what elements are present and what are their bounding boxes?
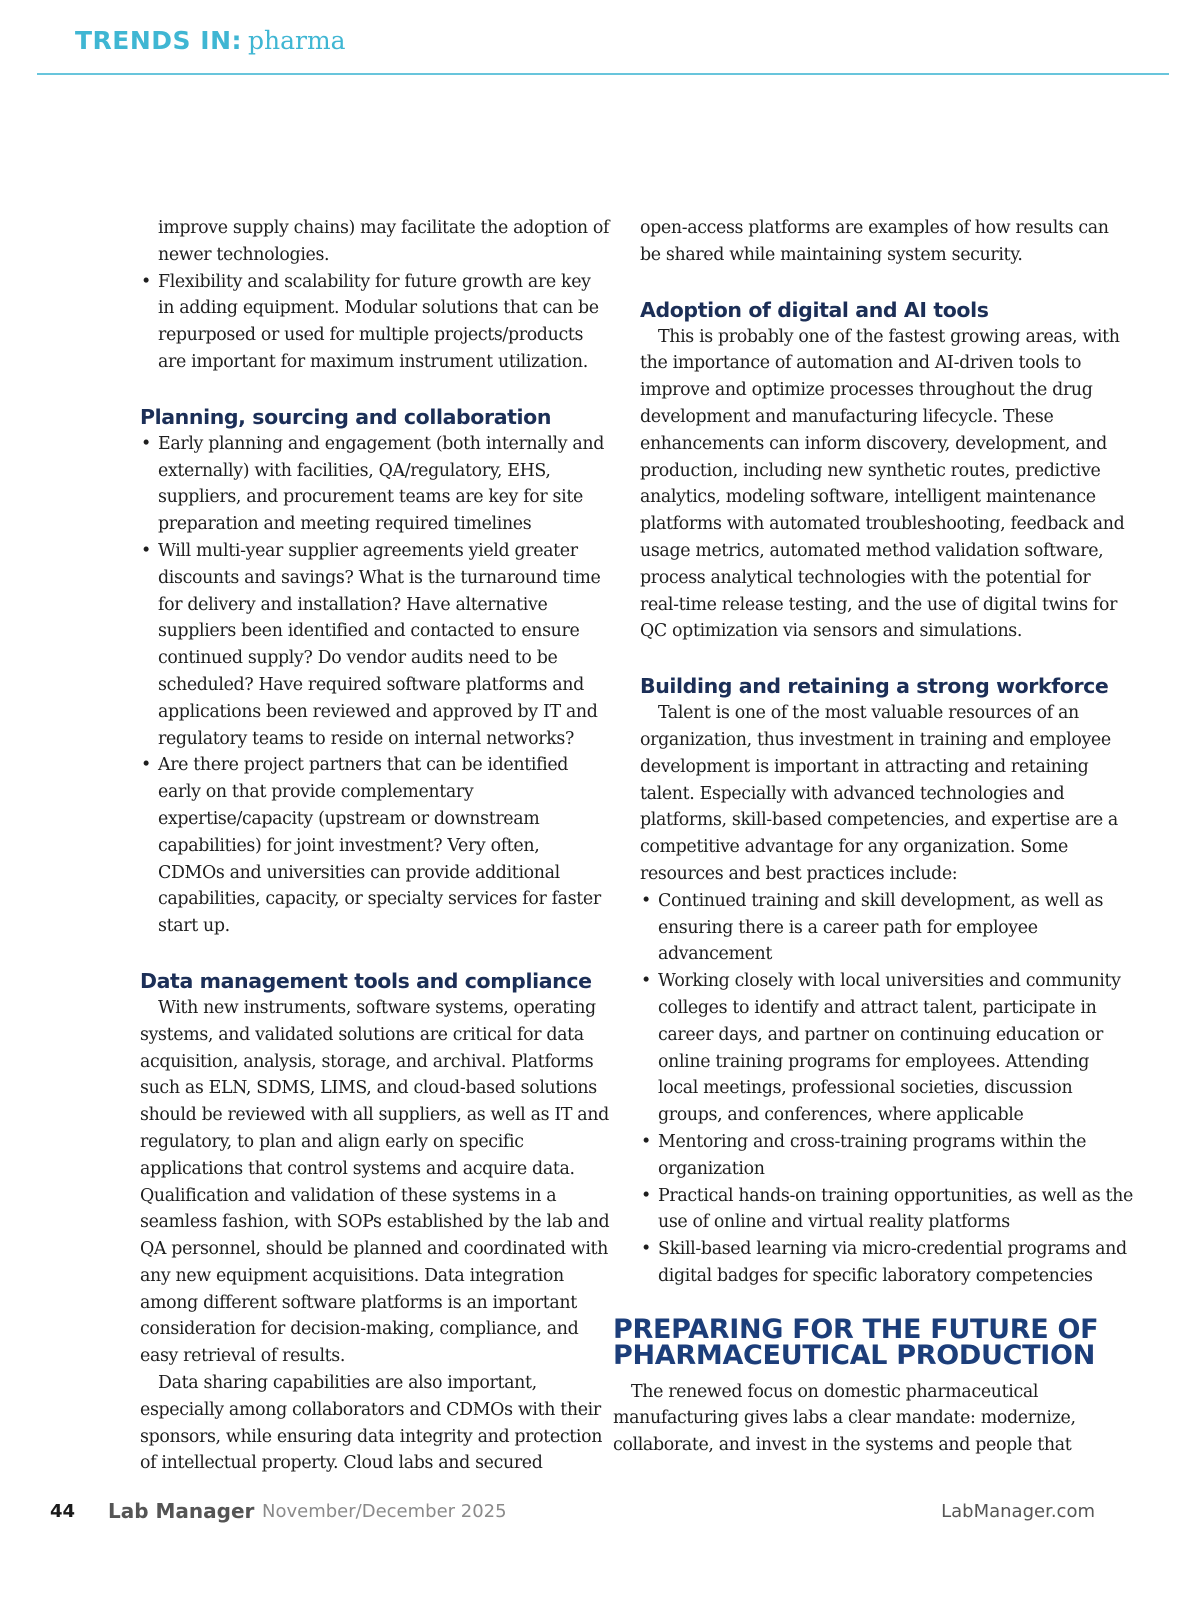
- magazine-name: Lab Manager: [108, 1499, 255, 1523]
- subheading-digital-ai: Adoption of digital and AI tools: [640, 297, 989, 322]
- list-item: • Working closely with local universities and community colleges to identify and attract talent, participate in career days, and partner on continuing education or online training programs for employees. Attending local meetings, professional societies, discussion groups, and conferences, where applicable: [640, 968, 1134, 1129]
- spacer: [640, 1290, 1134, 1317]
- section-heading-future: [613, 1313, 1134, 1371]
- list-item: • Continued training and skill development, as well as ensuring there is a career path for employee advancement: [640, 888, 1134, 968]
- subheading-workforce: Building and retaining a strong workforce: [640, 674, 1109, 699]
- page-number: 44: [50, 1501, 76, 1522]
- header-divider: [37, 73, 1169, 75]
- list-item: • Early planning and engagement (both internally and externally) with facilities, QA/regulatory, EHS, suppliers, and procurement teams are key for site preparation and meeting required timelines: [140, 431, 610, 538]
- body-paragraph: This is probably one of the fastest growing areas, with the importance of automation and AI-driven tools to improve and optimize processes throughout the drug development and manufacturing lifecycle. These enhancements can inform discovery, development, and production, including new synthetic routes, predictive analytics, modeling software, intelligent maintenance platforms with automated troubleshooting, feedback and usage metrics, automated method validation software, process analytical technologies with the potential for real-time release testing, and the use of digital twins for QC optimization via sensors and simulations.: [640, 326, 1125, 642]
- subheading-planning: Planning, sourcing and collaboration: [140, 404, 552, 429]
- page-footer: [0, 1495, 1200, 1529]
- continued-paragraph: improve supply chains) may facilitate the adoption of newer technologies.: [158, 218, 610, 265]
- section-header: [75, 26, 346, 57]
- list-item: • Flexibility and scalability for future growth are key in adding equipment. Modular solutions that can be repurposed or used for multiple projects/products are important for maximum instrument utilization.: [140, 269, 610, 376]
- continued-bullet-list: [140, 269, 610, 376]
- list-item: • Will multi-year supplier agreements yield greater discounts and savings? What is the turnaround time for delivery and installation? Have alternative suppliers been identified and contacted to ensure continued supply? Do vendor audits need to be scheduled? Have required software platforms and applications been reviewed and approved by IT and regulatory teams to reside on internal networks?: [140, 538, 610, 752]
- list-item: • Are there project partners that can be identified early on that provide complementary expertise/capacity (upstream or downstream capabilities) for joint investment? Very often, CDMOs and universities can provide additional capabilities, capacity, or specialty services for faster start up.: [140, 752, 610, 940]
- section-topic: pharma: [248, 26, 346, 55]
- body-paragraph: With new instruments, software systems, operating systems, and validated solutions are critical for data acquisition, analysis, storage, and archival. Platforms such as ELN, SDMS, LIMS, and cloud-based solutions should be reviewed with all suppliers, as well as IT and regulatory, to plan and align early on specific applications that control systems and acquire data. Qualification and validation of these systems in a seamless fashion, with SOPs established by the lab and QA personnel, should be planned and coordinated with any new equipment acquisitions. Data integration among different software platforms is an important consideration for decision-making, compliance, and easy retrieval of results.: [140, 997, 610, 1367]
- spacer: [140, 376, 610, 403]
- section-label: TRENDS IN:: [75, 26, 242, 55]
- body-paragraph: Data sharing capabilities are also important, especially among collaborators and CDMOs with their sponsors, while ensuring data integrity and protection of intellectual property. Cloud labs and secured: [140, 1373, 603, 1474]
- list-item: • Skill-based learning via micro-credential programs and digital badges for specific laboratory competencies: [640, 1236, 1134, 1290]
- planning-bullet-list: [140, 431, 610, 940]
- list-item: • Practical hands-on training opportunities, as well as the use of online and virtual reality platforms: [640, 1183, 1134, 1237]
- subheading-data-management: Data management tools and compliance: [140, 968, 592, 993]
- list-item: • Mentoring and cross-training programs within the organization: [640, 1129, 1134, 1183]
- left-column: [140, 215, 610, 1477]
- workforce-bullet-list: [640, 888, 1134, 1290]
- right-column: [613, 215, 1134, 1459]
- website-link[interactable]: LabManager.com: [941, 1501, 1095, 1522]
- heading-line: PHARMACEUTICAL PRODUCTION: [613, 1339, 1095, 1371]
- spacer: [140, 940, 610, 967]
- continued-paragraph: open-access platforms are examples of how results can be shared while maintaining system security.: [640, 218, 1109, 265]
- spacer: [640, 269, 1134, 296]
- spacer: [640, 645, 1134, 672]
- heading-line: PREPARING FOR THE FUTURE OF: [613, 1313, 1099, 1345]
- body-paragraph: The renewed focus on domestic pharmaceutical manufacturing gives labs a clear mandate: modernize, collaborate, and invest in the systems and people that: [613, 1381, 1076, 1456]
- body-paragraph: Talent is one of the most valuable resources of an organization, thus investment in training and employee development is important in attracting and retaining talent. Especially with advanced technologies and platforms, skill-based competencies, and expertise are a competitive advantage for any organization. Some resources and best practices include:: [640, 703, 1118, 884]
- issue-date: November/December 2025: [262, 1501, 507, 1522]
